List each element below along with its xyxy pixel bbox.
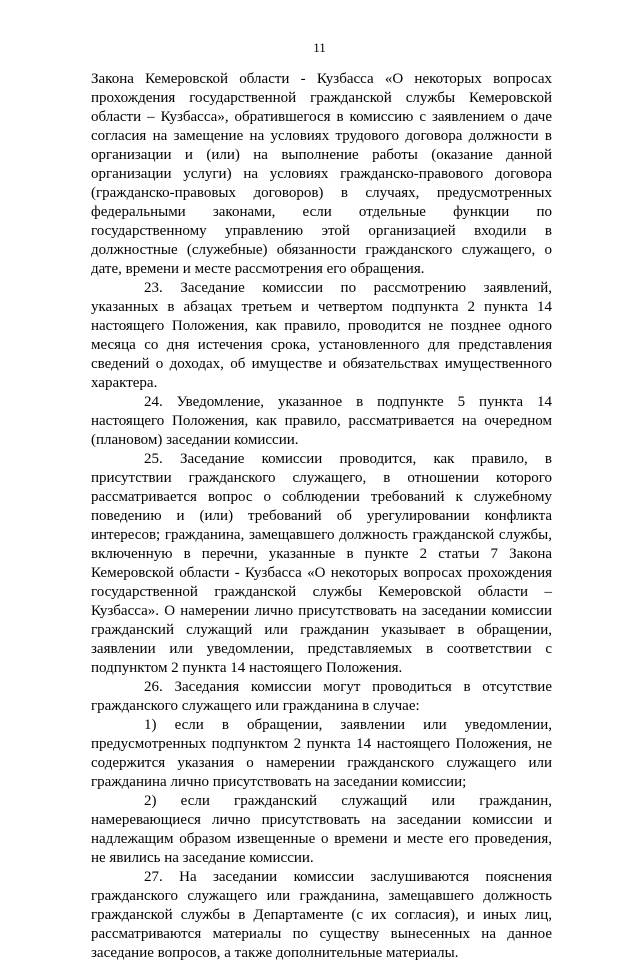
paragraph-23: 23. Заседание комиссии по рассмотрению заявлений, указанных в абзацах третьем и четвертом подпункта 2 пункта 14 настоящего Положения, как правило, проводится не позднее одного месяца со дня истечения срока, установленного для представления сведений о доходах, об имуществе и обязательствах имущественного характера.: [91, 280, 552, 391]
paragraph-continuation: Закона Кемеровской области - Кузбасса «О некоторых вопросах прохождения государственной гражданской службы Кемеровской области – Кузбасса», обратившегося в комиссию с заявлением о даче согласия на замещение на условиях трудового договора должности в организации и (или) на выполнение работы (оказание данной организации услуги) на условиях гражданско-правового договора (гражданско-правовых договоров) в случаях, предусмотренных федеральными законами, если отдельные функции по государственному управлению этой организацией входили в должностные (служебные) обязанности гражданского служащего, о дате, времени и месте рассмотрения его обращения.: [91, 71, 552, 277]
paragraph-25: 25. Заседание комиссии проводится, как правило, в присутствии гражданского служащего, в отношении которого рассматривается вопрос о соблюдении требований к служебному поведению и (или) требований об урегулировании конфликта интересов; гражданина, замещавшего должность гражданской службы, включенную в перечни, указанные в пункте 2 статьи 7 Закона Кемеровской области - Кузбасса «О некоторых вопросах прохождения государственной гражданской службы Кемеровской области – Кузбасса». О намерении лично присутствовать на заседании комиссии гражданский служащий или гражданин указывает в обращении, заявлении или уведомлении, представляемых в соответствии с подпунктом 2 пункта 14 настоящего Положения.: [91, 451, 552, 676]
paragraph-26-item-2: 2) если гражданский служащий или гражданин, намеревающиеся лично присутствовать на заседании комиссии и надлежащим образом извещенные о времени и месте его проведения, не явились на заседание комиссии.: [91, 793, 552, 866]
paragraph-26-item-1: 1) если в обращении, заявлении или уведомлении, предусмотренных подпунктом 2 пункта 14 настоящего Положения, не содержится указания о намерении гражданского служащего или гражданина лично присутствовать на заседании комиссии;: [91, 717, 552, 790]
page-number: 11: [313, 40, 326, 55]
paragraph-24: 24. Уведомление, указанное в подпункте 5 пункта 14 настоящего Положения, как правило, рассматривается на очередном (плановом) заседании комиссии.: [91, 394, 552, 448]
paragraph-27: 27. На заседании комиссии заслушиваются пояснения гражданского служащего или гражданина, замещавшего должность гражданской службы в Департаменте (с их согласия), и иных лиц, рассматриваются материалы по существу вынесенных на данное заседание вопросов, а также дополнительные материалы.: [91, 869, 552, 961]
paragraph-26: 26. Заседания комиссии могут проводиться в отсутствие гражданского служащего или гражданина в случае:: [91, 679, 552, 714]
document-body: [91, 70, 552, 963]
